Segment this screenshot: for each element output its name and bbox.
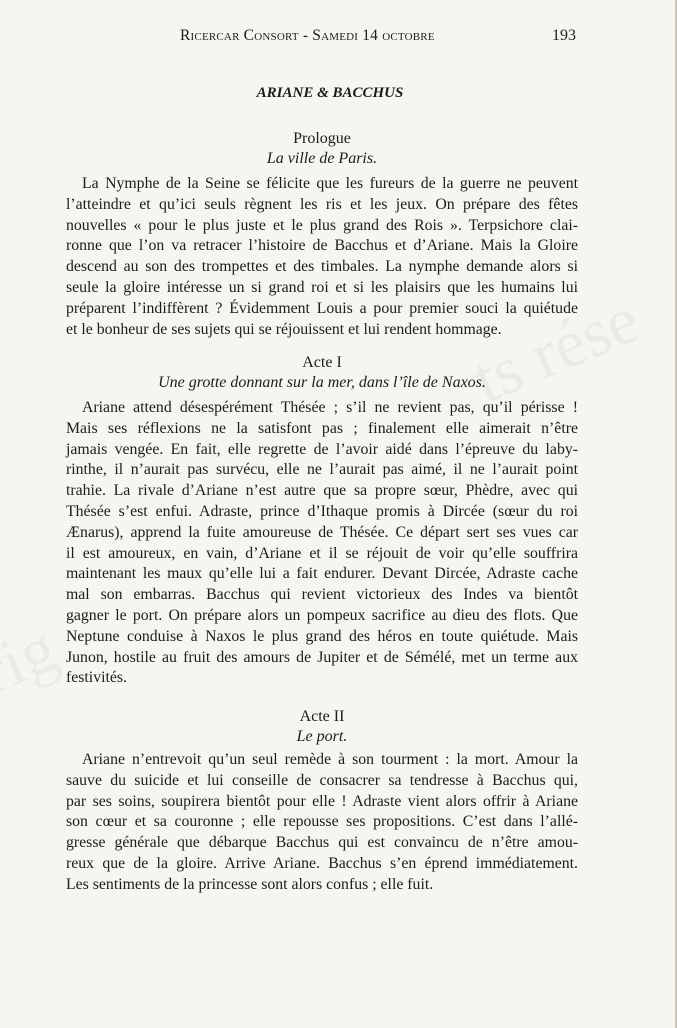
text-line: et le bonheur de ses sujets qui se réjouissent et lui rendent hommage. — [66, 320, 502, 338]
text-line: gagner le port. On prépare alors un pompeux sacrifice au dieu des flots. Que — [66, 606, 578, 624]
text-line: Ænarus), apprend la fuite amoureuse de Thésée. Ce départ sert ses vues car — [66, 523, 578, 541]
running-title: Ricercar Consort - Samedi 14 octobre — [180, 27, 435, 44]
text-line: seule la gloire intéresse un si grand roi et si les plaisirs que les humains lui — [66, 278, 578, 296]
section-location: Le port. — [296, 728, 348, 745]
text-line: Mais ses réflexions ne la satisfont pas ; finalement elle aimerait n’être — [66, 419, 578, 437]
text-line: par ses soins, soupirera bientôt pour elle ! Adraste vient alors offrir à Ariane — [66, 792, 578, 810]
section-body-acte-2 — [66, 750, 578, 896]
work-title: ARIANE & BACCHUS — [256, 85, 404, 101]
text-line: Thésée s’est enfui. Adraste, prince d’Ithaque promis à Dircée (sœur du roi — [66, 502, 578, 520]
text-line: son cœur et sa couronne ; elle repousse ses propositions. C’est dans l’allé- — [66, 813, 578, 831]
section-body-acte-1 — [66, 398, 578, 689]
section-title: Acte I — [302, 354, 342, 371]
text-line: sauve du suicide et lui conseille de consacrer sa tendresse à Bacchus qui, — [66, 771, 578, 789]
text-line: ronne que l’on va retracer l’histoire de Bacchus et d’Ariane. Mais la Gloire — [66, 237, 578, 255]
text-line: mal son embarras. Bacchus qui revient victorieux des Indes va bientôt — [66, 586, 578, 604]
text-line: préparent l’indiffèrent ? Évidemment Louis a pour premier souci la quiétude — [66, 299, 578, 317]
text-line: Ariane n’entrevoit qu’un seul remède à son tourment : la mort. Amour la — [82, 751, 578, 768]
text-line: Les sentiments de la princesse sont alors confus ; elle fuit. — [66, 875, 434, 893]
text-line: Neptune conduise à Naxos le plus grand des héros en toute quiétude. Mais — [66, 627, 578, 645]
text-line: gresse générale que débarque Bacchus qui est convaincu de n’être amou- — [66, 834, 578, 852]
text-line: La Nymphe de la Seine se félicite que les fureurs de la guerre ne peuvent — [82, 175, 578, 192]
text-line: festivités. — [66, 669, 127, 687]
text-line: descend au son des trompettes et des timbales. La nymphe demande alors si — [66, 258, 578, 276]
text-line: rinthe, il n’aurait pas survécu, elle ne l’aurait pas aimé, il ne l’aurait point — [66, 461, 578, 479]
text-line: reux que de la gloire. Arrive Ariane. Bacchus s’en éprend immédiatement. — [66, 854, 578, 872]
section-location: La ville de Paris. — [266, 150, 378, 167]
running-header — [0, 27, 677, 49]
section-title: Acte II — [299, 708, 345, 725]
text-line: l’atteindre et qu’ici seuls règnent les ris et les jeux. On prépare des fêtes — [66, 195, 578, 213]
page-number: 193 — [552, 27, 576, 44]
text-line: maintenant les maux qu’elle lui a fait endurer. Devant Dircée, Adraste cache — [66, 565, 578, 583]
section-title: Prologue — [293, 130, 351, 147]
text-line: Junon, hostile au fruit des amours de Jupiter et de Sémélé, met un terme aux — [66, 648, 578, 666]
text-line: jamais vengée. En fait, elle regrette de l’avoir aidé dans l’épreuve du laby- — [66, 440, 578, 458]
text-line: nouvelles « pour le plus juste et le plus grand des Rois ». Terpsichore clai- — [66, 216, 578, 234]
section-heading-prologue — [66, 129, 578, 169]
section-heading-acte-1 — [66, 353, 578, 393]
text-line: Ariane attend désespérément Thésée ; s’il ne revient pas, qu’il périsse ! — [82, 399, 578, 416]
section-body-prologue — [66, 174, 578, 340]
section-location: Une grotte donnant sur la mer, dans l’île de Naxos. — [158, 374, 486, 391]
text-line: trahie. La rivale d’Ariane n’est autre que sa propre sœur, Phèdre, avec qui — [66, 482, 578, 500]
text-line: il est amoureux, en vain, d’Ariane et il se réjouit de voir qu’elle souffrira — [66, 544, 578, 562]
section-heading-acte-2 — [66, 707, 578, 747]
